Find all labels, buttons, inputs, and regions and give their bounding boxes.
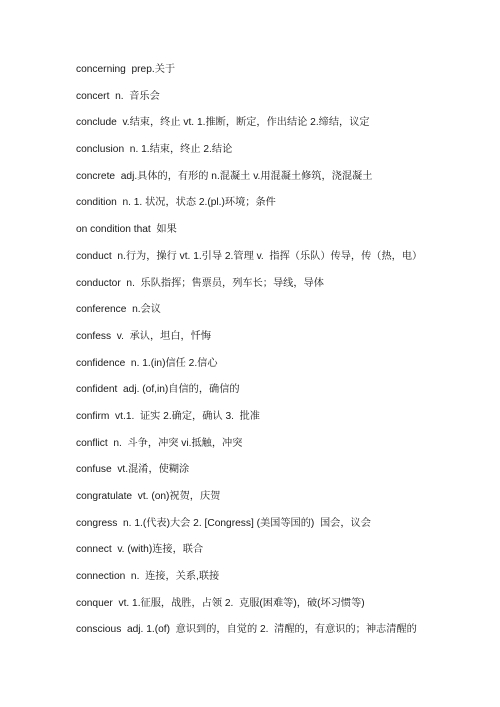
- entry-text: congress n. 1.(代表)大会 2. [Congress] (美国等国的) 国会，议会: [76, 517, 371, 529]
- vocab-entry: [76, 436, 486, 463]
- vocab-entry: [76, 329, 486, 356]
- vocab-entry: [76, 462, 486, 489]
- entry-text: on condition that 如果: [76, 224, 177, 236]
- entry-text: conclusion n. 1.结束，终止 2.结论: [76, 144, 233, 156]
- entry-text: conflict n. 斗争，冲突 vi.抵触，冲突: [76, 437, 243, 449]
- vocab-entry: [76, 596, 486, 623]
- entry-text: conference n.会议: [76, 304, 161, 316]
- vocab-entry: [76, 489, 486, 516]
- vocab-entry: [76, 569, 486, 596]
- entry-text: conductor n. 乐队指挥；售票员，列车长；导线，导体: [76, 277, 324, 289]
- vocab-entry: [76, 409, 486, 436]
- vocab-entry: [76, 195, 486, 222]
- vocabulary-list: [76, 62, 486, 649]
- entry-text: connect v. (with)连接，联合: [76, 544, 204, 556]
- vocab-entry: [76, 382, 486, 409]
- entry-text: conscious adj. 1.(of) 意识到的，自觉的 2. 清醒的，有意识的；神志清醒的: [76, 624, 417, 636]
- vocab-entry: [76, 115, 486, 142]
- entry-text: conduct n.行为，操行 vt. 1.引导 2.管理 v. 指挥（乐队）传导，传（热，电）: [76, 250, 423, 262]
- entry-text: conclude v.结束，终止 vt. 1.推断，断定，作出结论 2.缔结，议定: [76, 117, 370, 129]
- entry-text: confirm vt.1. 证实 2.确定，确认 3. 批准: [76, 410, 260, 422]
- vocab-entry: [76, 622, 486, 649]
- entry-text: confuse vt.混淆，使糊涂: [76, 464, 190, 476]
- entry-text: condition n. 1. 状况，状态 2.(pl.)环境；条件: [76, 197, 276, 209]
- vocab-entry: [76, 89, 486, 116]
- vocab-entry: [76, 62, 486, 89]
- vocab-entry: [76, 222, 486, 249]
- vocab-entry: [76, 169, 486, 196]
- vocab-entry: [76, 542, 486, 569]
- entry-text: confident adj. (of,in)自信的，确信的: [76, 384, 240, 396]
- vocab-entry: [76, 516, 486, 543]
- entry-text: concrete adj.具体的，有形的 n.混凝土 v.用混凝土修筑，浇混凝土: [76, 170, 373, 182]
- vocab-entry: [76, 356, 486, 383]
- vocab-entry: [76, 302, 486, 329]
- entry-text: congratulate vt. (on)祝贺，庆贺: [76, 491, 221, 502]
- vocab-entry: [76, 276, 486, 303]
- entry-text: concerning prep.关于: [76, 64, 176, 75]
- entry-text: confess v. 承认，坦白，忏悔: [76, 330, 212, 342]
- entry-text: concert n. 音乐会: [76, 90, 160, 102]
- entry-text: conquer vt. 1.征服，战胜，占领 2. 克服(困难等)，破(坏习惯等): [76, 597, 365, 609]
- entry-text: confidence n. 1.(in)信任 2.信心: [76, 357, 218, 369]
- entry-text: connection n. 连接，关系,联接: [76, 571, 220, 583]
- vocab-entry: [76, 142, 486, 169]
- vocab-entry: [76, 249, 486, 276]
